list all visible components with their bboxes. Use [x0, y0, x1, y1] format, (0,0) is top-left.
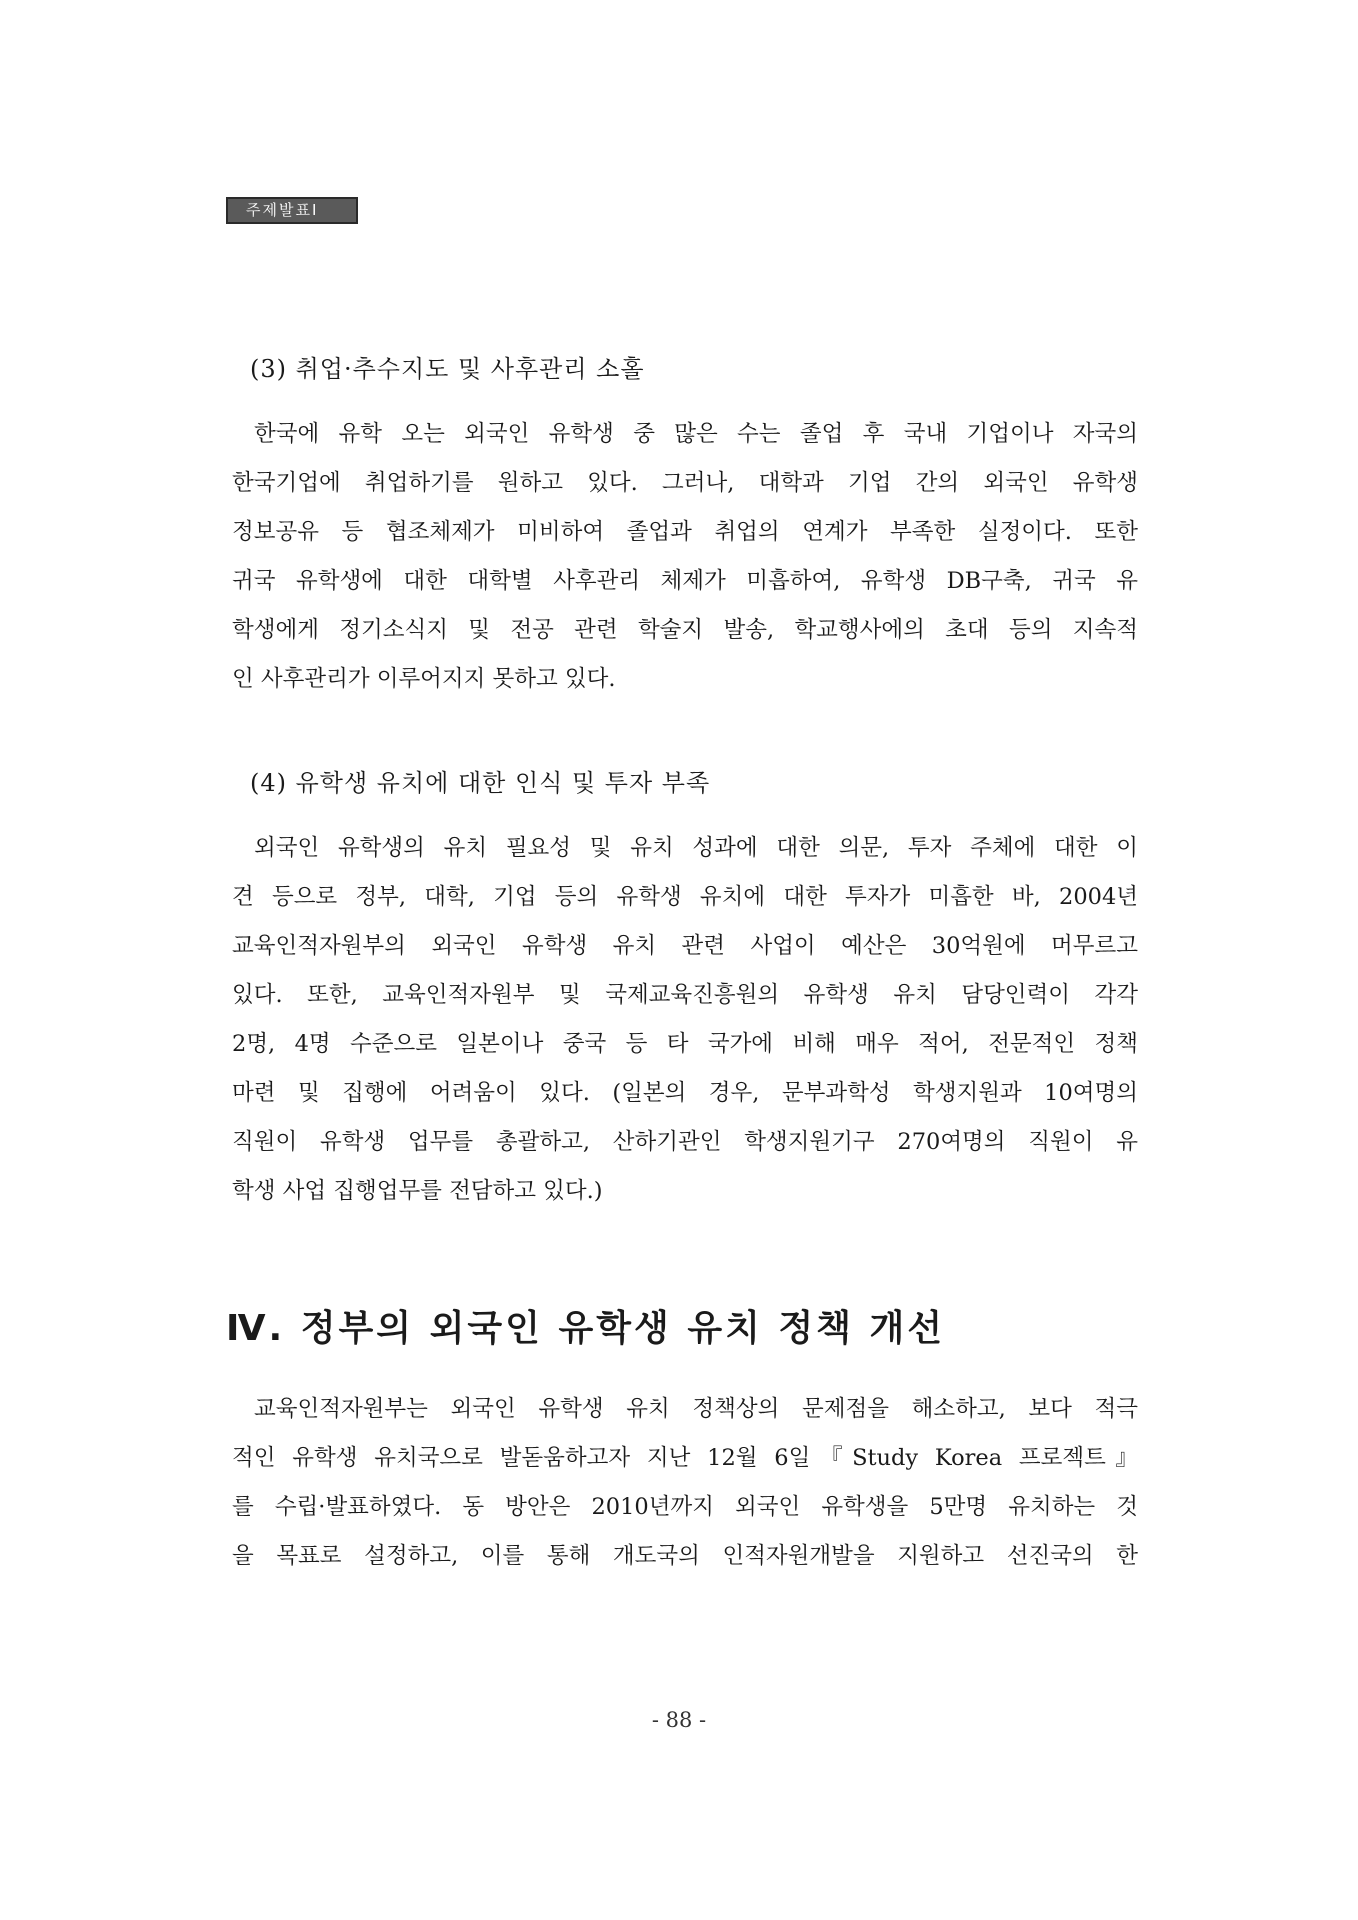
subsection-3-heading: (3) 취업·추수지도 및 사후관리 소홀: [250, 355, 645, 383]
paragraph-line: 적인 유학생 유치국으로 발돋움하고자 지난 12월 6일『Study Korea 프로젝트』: [232, 1445, 1138, 1471]
paragraph-line: 인 사후관리가 이루어지지 못하고 있다.: [232, 666, 616, 692]
section-4-title: Ⅳ. 정부의 외국인 유학생 유치 정책 개선: [226, 1308, 946, 1349]
page-number: - 88 -: [651, 1708, 707, 1732]
paragraph-line: 한국에 유학 오는 외국인 유학생 중 많은 수는 졸업 후 국내 기업이나 자국의: [254, 421, 1138, 447]
subsection-4-heading: (4) 유학생 유치에 대한 인식 및 투자 부족: [250, 769, 711, 797]
paragraph-line: 교육인적자원부는 외국인 유학생 유치 정책상의 문제점을 해소하고, 보다 적극: [254, 1396, 1138, 1422]
subsection-4-paragraph: [232, 824, 1138, 1216]
paragraph-line: 학생에게 정기소식지 및 전공 관련 학술지 발송, 학교행사에의 초대 등의 지속적: [232, 617, 1138, 643]
paragraph-line: 정보공유 등 협조체제가 미비하여 졸업과 취업의 연계가 부족한 실정이다. 또한: [232, 519, 1138, 545]
paragraph-line: 2명, 4명 수준으로 일본이나 중국 등 타 국가에 비해 매우 적어, 전문적인 정책: [232, 1031, 1138, 1057]
paragraph-line: 을 목표로 설정하고, 이를 통해 개도국의 인적자원개발을 지원하고 선진국의 한: [232, 1543, 1138, 1569]
paragraph-line: 학생 사업 집행업무를 전담하고 있다.): [232, 1178, 603, 1204]
paragraph-line: 마련 및 집행에 어려움이 있다. (일본의 경우, 문부과학성 학생지원과 10여명의: [232, 1080, 1138, 1106]
paragraph-line: 한국기업에 취업하기를 원하고 있다. 그러나, 대학과 기업 간의 외국인 유학생: [232, 470, 1138, 496]
paragraph-line: 교육인적자원부의 외국인 유학생 유치 관련 사업이 예산은 30억원에 머무르고: [232, 933, 1138, 959]
section-4-paragraph: [232, 1385, 1138, 1581]
section-header-tag: 주제발표Ⅰ: [226, 197, 358, 224]
paragraph-line: 귀국 유학생에 대한 대학별 사후관리 체제가 미흡하여, 유학생 DB구축, 귀국 유: [232, 568, 1138, 594]
paragraph-line: 있다. 또한, 교육인적자원부 및 국제교육진흥원의 유학생 유치 담당인력이 각각: [232, 982, 1138, 1008]
paragraph-line: 견 등으로 정부, 대학, 기업 등의 유학생 유치에 대한 투자가 미흡한 바, 2004년: [232, 884, 1138, 910]
paragraph-line: 외국인 유학생의 유치 필요성 및 유치 성과에 대한 의문, 투자 주체에 대한 이: [254, 835, 1138, 861]
paragraph-line: 직원이 유학생 업무를 총괄하고, 산하기관인 학생지원기구 270여명의 직원이 유: [232, 1129, 1138, 1155]
paragraph-line: 를 수립·발표하였다. 동 방안은 2010년까지 외국인 유학생을 5만명 유치하는 것: [232, 1494, 1138, 1520]
subsection-3-paragraph: [232, 410, 1138, 704]
